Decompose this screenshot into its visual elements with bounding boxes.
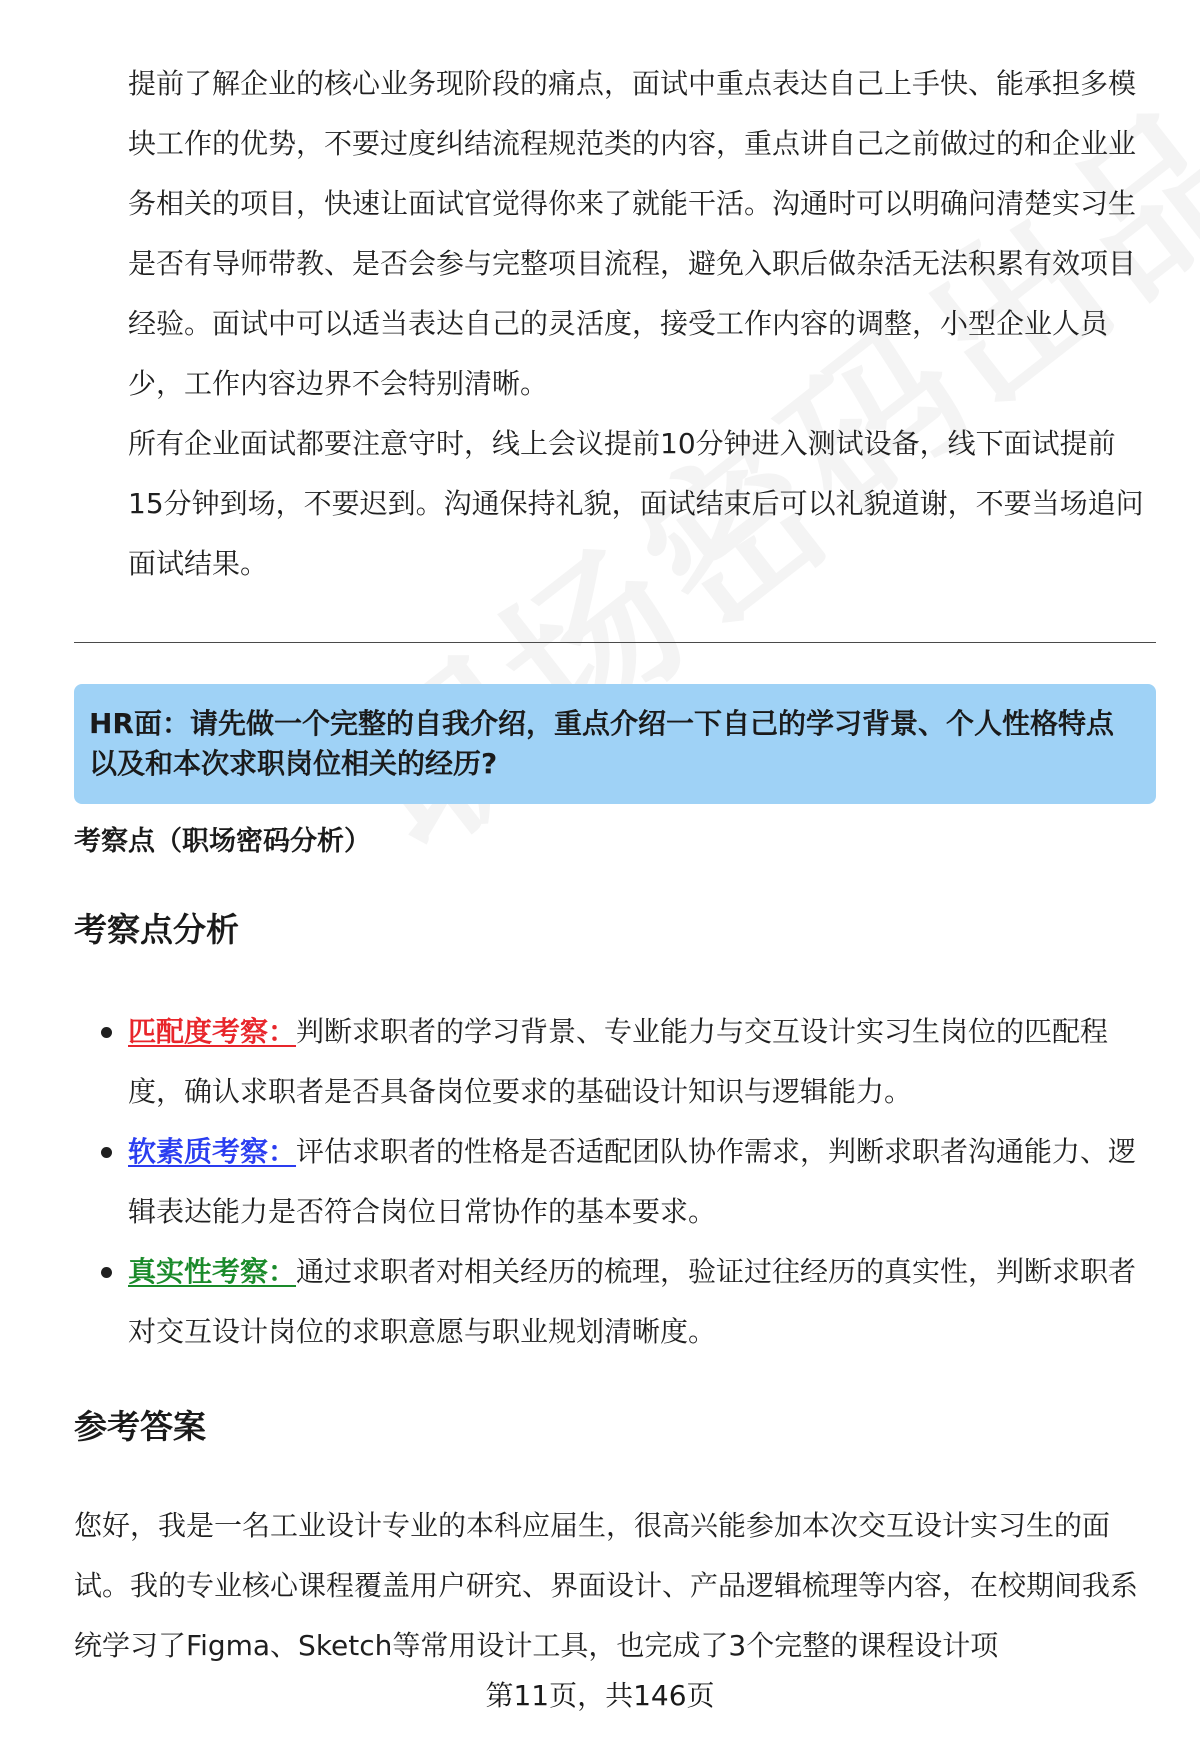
- bullet-dot-icon: [101, 1147, 112, 1158]
- analysis-heading: 考察点分析: [74, 910, 239, 949]
- analysis-list: [128, 1002, 1144, 1362]
- list-item: [128, 1002, 1144, 1122]
- authenticity-tag: 真实性考察：: [128, 1255, 297, 1288]
- list-item: [128, 1242, 1144, 1362]
- list-item: [128, 1122, 1144, 1242]
- soft-skill-text: 评估求职者的性格是否适配团队协作需求，判断求职者沟通能力、逻辑表达能力是否符合岗位日常协作的基本要求。: [128, 1135, 1137, 1228]
- answer-paragraph: 您好，我是一名工业设计专业的本科应届生，很高兴能参加本次交互设计实习生的面试。我的专业核心课程覆盖用户研究、界面设计、产品逻辑梳理等内容，在校期间我系统学习了Figma、Sketch等常用设计工具，也完成了3个完整的课程设计项: [74, 1509, 1139, 1662]
- bullet-dot-icon: [101, 1267, 112, 1278]
- match-tag: 匹配度考察：: [128, 1015, 297, 1048]
- authenticity-text: 通过求职者对相关经历的梳理，验证过往经历的真实性，判断求职者对交互设计岗位的求职意愿与职业规划清晰度。: [128, 1255, 1137, 1348]
- question-box: [74, 684, 1156, 804]
- answer-heading: 参考答案: [74, 1407, 206, 1446]
- soft-skill-tag: 软素质考察：: [128, 1135, 297, 1168]
- match-text: 判断求职者的学习背景、专业能力与交互设计实习生岗位的匹配程度，确认求职者是否具备岗位要求的基础设计知识与逻辑能力。: [128, 1015, 1109, 1108]
- intro-paragraph-1: 提前了解企业的核心业务现阶段的痛点，面试中重点表达自己上手快、能承担多模块工作的优势，不要过度纠结流程规范类的内容，重点讲自己之前做过的和企业业务相关的项目，快速让面试官觉得你来了就能干活。沟通时可以明确问清楚实习生是否有导师带教、是否会参与完整项目流程，避免入职后做杂活无法积累有效项目经验。面试中可以适当表达自己的灵活度，接受工作内容的调整，小型企业人员少，工作内容边界不会特别清晰。: [128, 67, 1137, 400]
- section-divider: [74, 642, 1156, 643]
- question-text: HR面：请先做一个完整的自我介绍，重点介绍一下自己的学习背景、个人性格特点以及和本次求职岗位相关的经历?: [89, 707, 1114, 780]
- intro-paragraph-2: 所有企业面试都要注意守时，线上会议提前10分钟进入测试设备，线下面试提前15分钟到场，不要迟到。沟通保持礼貌，面试结束后可以礼貌道谢，不要当场追问面试结果。: [128, 427, 1144, 580]
- page-number: 第11页，共146页: [485, 1679, 715, 1712]
- analysis-subheading: 考察点（职场密码分析）: [74, 826, 371, 857]
- bullet-dot-icon: [101, 1027, 112, 1038]
